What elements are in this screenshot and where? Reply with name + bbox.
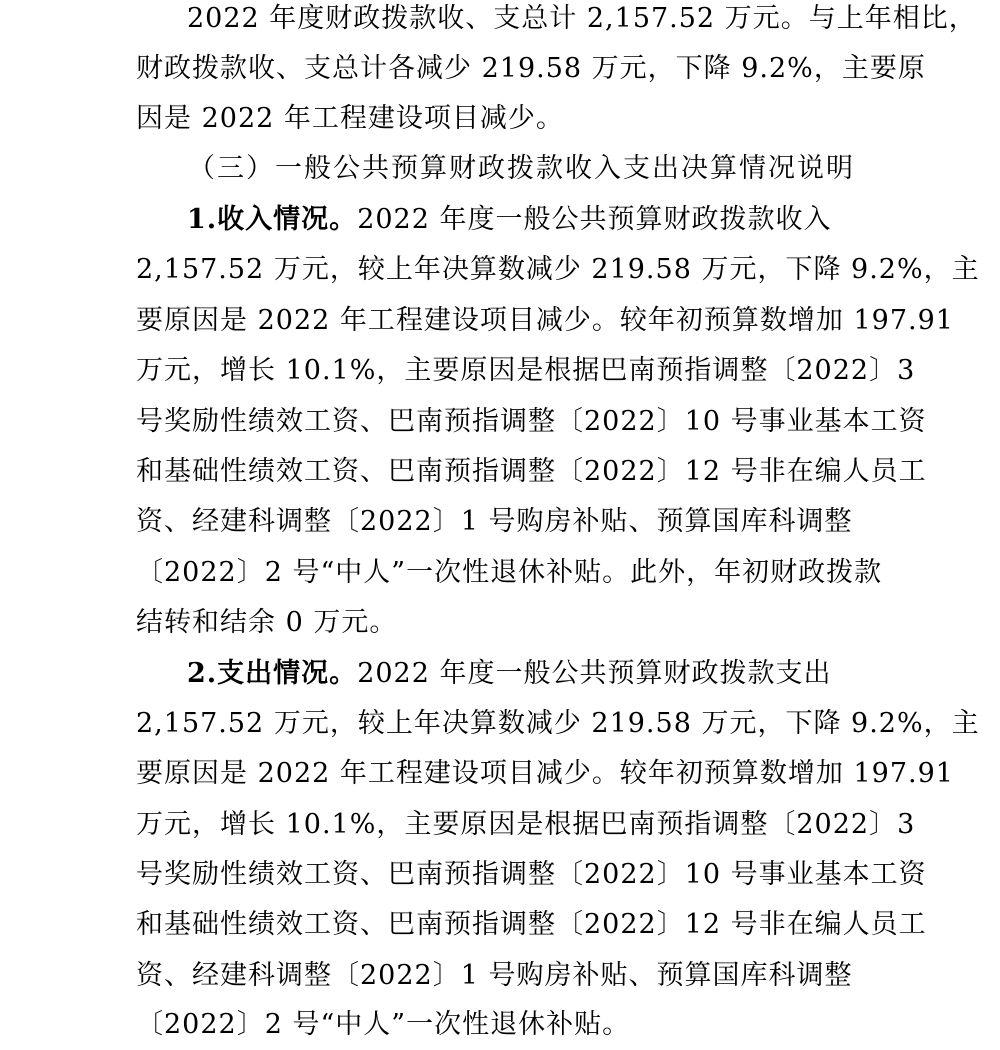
- income-line-3: 要原因是 2022 年工程建设项目减少。较年初预算数增加 197.91: [136, 305, 954, 336]
- expenditure-first-line: [187, 649, 831, 699]
- income-first-line-text: 2022 年度一般公共预算财政拨款收入: [357, 204, 832, 235]
- income-line-2: 2,157.52 万元，较上年决算数减少 219.58 万元，下降 9.2%，主: [136, 254, 980, 285]
- income-first-line: [187, 195, 831, 245]
- expenditure-line-4: 万元，增长 10.1%，主要原因是根据巴南预指调整〔2022〕3: [136, 809, 916, 840]
- expenditure-line-2: 2,157.52 万元，较上年决算数减少 219.58 万元，下降 9.2%，主: [136, 708, 980, 739]
- income-line-8: 〔2022〕2 号“中人”一次性退休补贴。此外，年初财政拨款: [136, 557, 883, 588]
- paragraph-total-line-3: 因是 2022 年工程建设项目减少。: [136, 103, 564, 134]
- income-label: 1.收入情况。: [187, 204, 358, 235]
- paragraph-total-line-1: 2022 年度财政拨款收、支总计 2,157.52 万元。与上年相比，: [187, 3, 977, 34]
- expenditure-line-3: 要原因是 2022 年工程建设项目减少。较年初预算数增加 197.91: [136, 758, 954, 789]
- expenditure-line-5: 号奖励性绩效工资、巴南预指调整〔2022〕10 号事业基本工资: [136, 859, 927, 890]
- expenditure-first-line-text: 2022 年度一般公共预算财政拨款支出: [357, 658, 832, 689]
- expenditure-label: 2.支出情况。: [187, 658, 358, 689]
- paragraph-total-line-2: 财政拨款收、支总计各减少 219.58 万元，下降 9.2%，主要原: [136, 53, 926, 84]
- section-heading: （三）一般公共预算财政拨款收入支出决算情况说明: [188, 153, 855, 184]
- income-line-6: 和基础性绩效工资、巴南预指调整〔2022〕12 号非在编人员工: [136, 456, 927, 487]
- expenditure-line-8: 〔2022〕2 号“中人”一次性退休补贴。: [136, 1009, 631, 1040]
- expenditure-line-6: 和基础性绩效工资、巴南预指调整〔2022〕12 号非在编人员工: [136, 909, 927, 940]
- income-line-7: 资、经建科调整〔2022〕1 号购房补贴、预算国库科调整: [136, 506, 853, 537]
- income-line-9: 结转和结余 0 万元。: [136, 607, 398, 638]
- expenditure-line-7: 资、经建科调整〔2022〕1 号购房补贴、预算国库科调整: [136, 960, 853, 991]
- income-line-5: 号奖励性绩效工资、巴南预指调整〔2022〕10 号事业基本工资: [136, 406, 927, 437]
- income-line-4: 万元，增长 10.1%，主要原因是根据巴南预指调整〔2022〕3: [136, 355, 916, 386]
